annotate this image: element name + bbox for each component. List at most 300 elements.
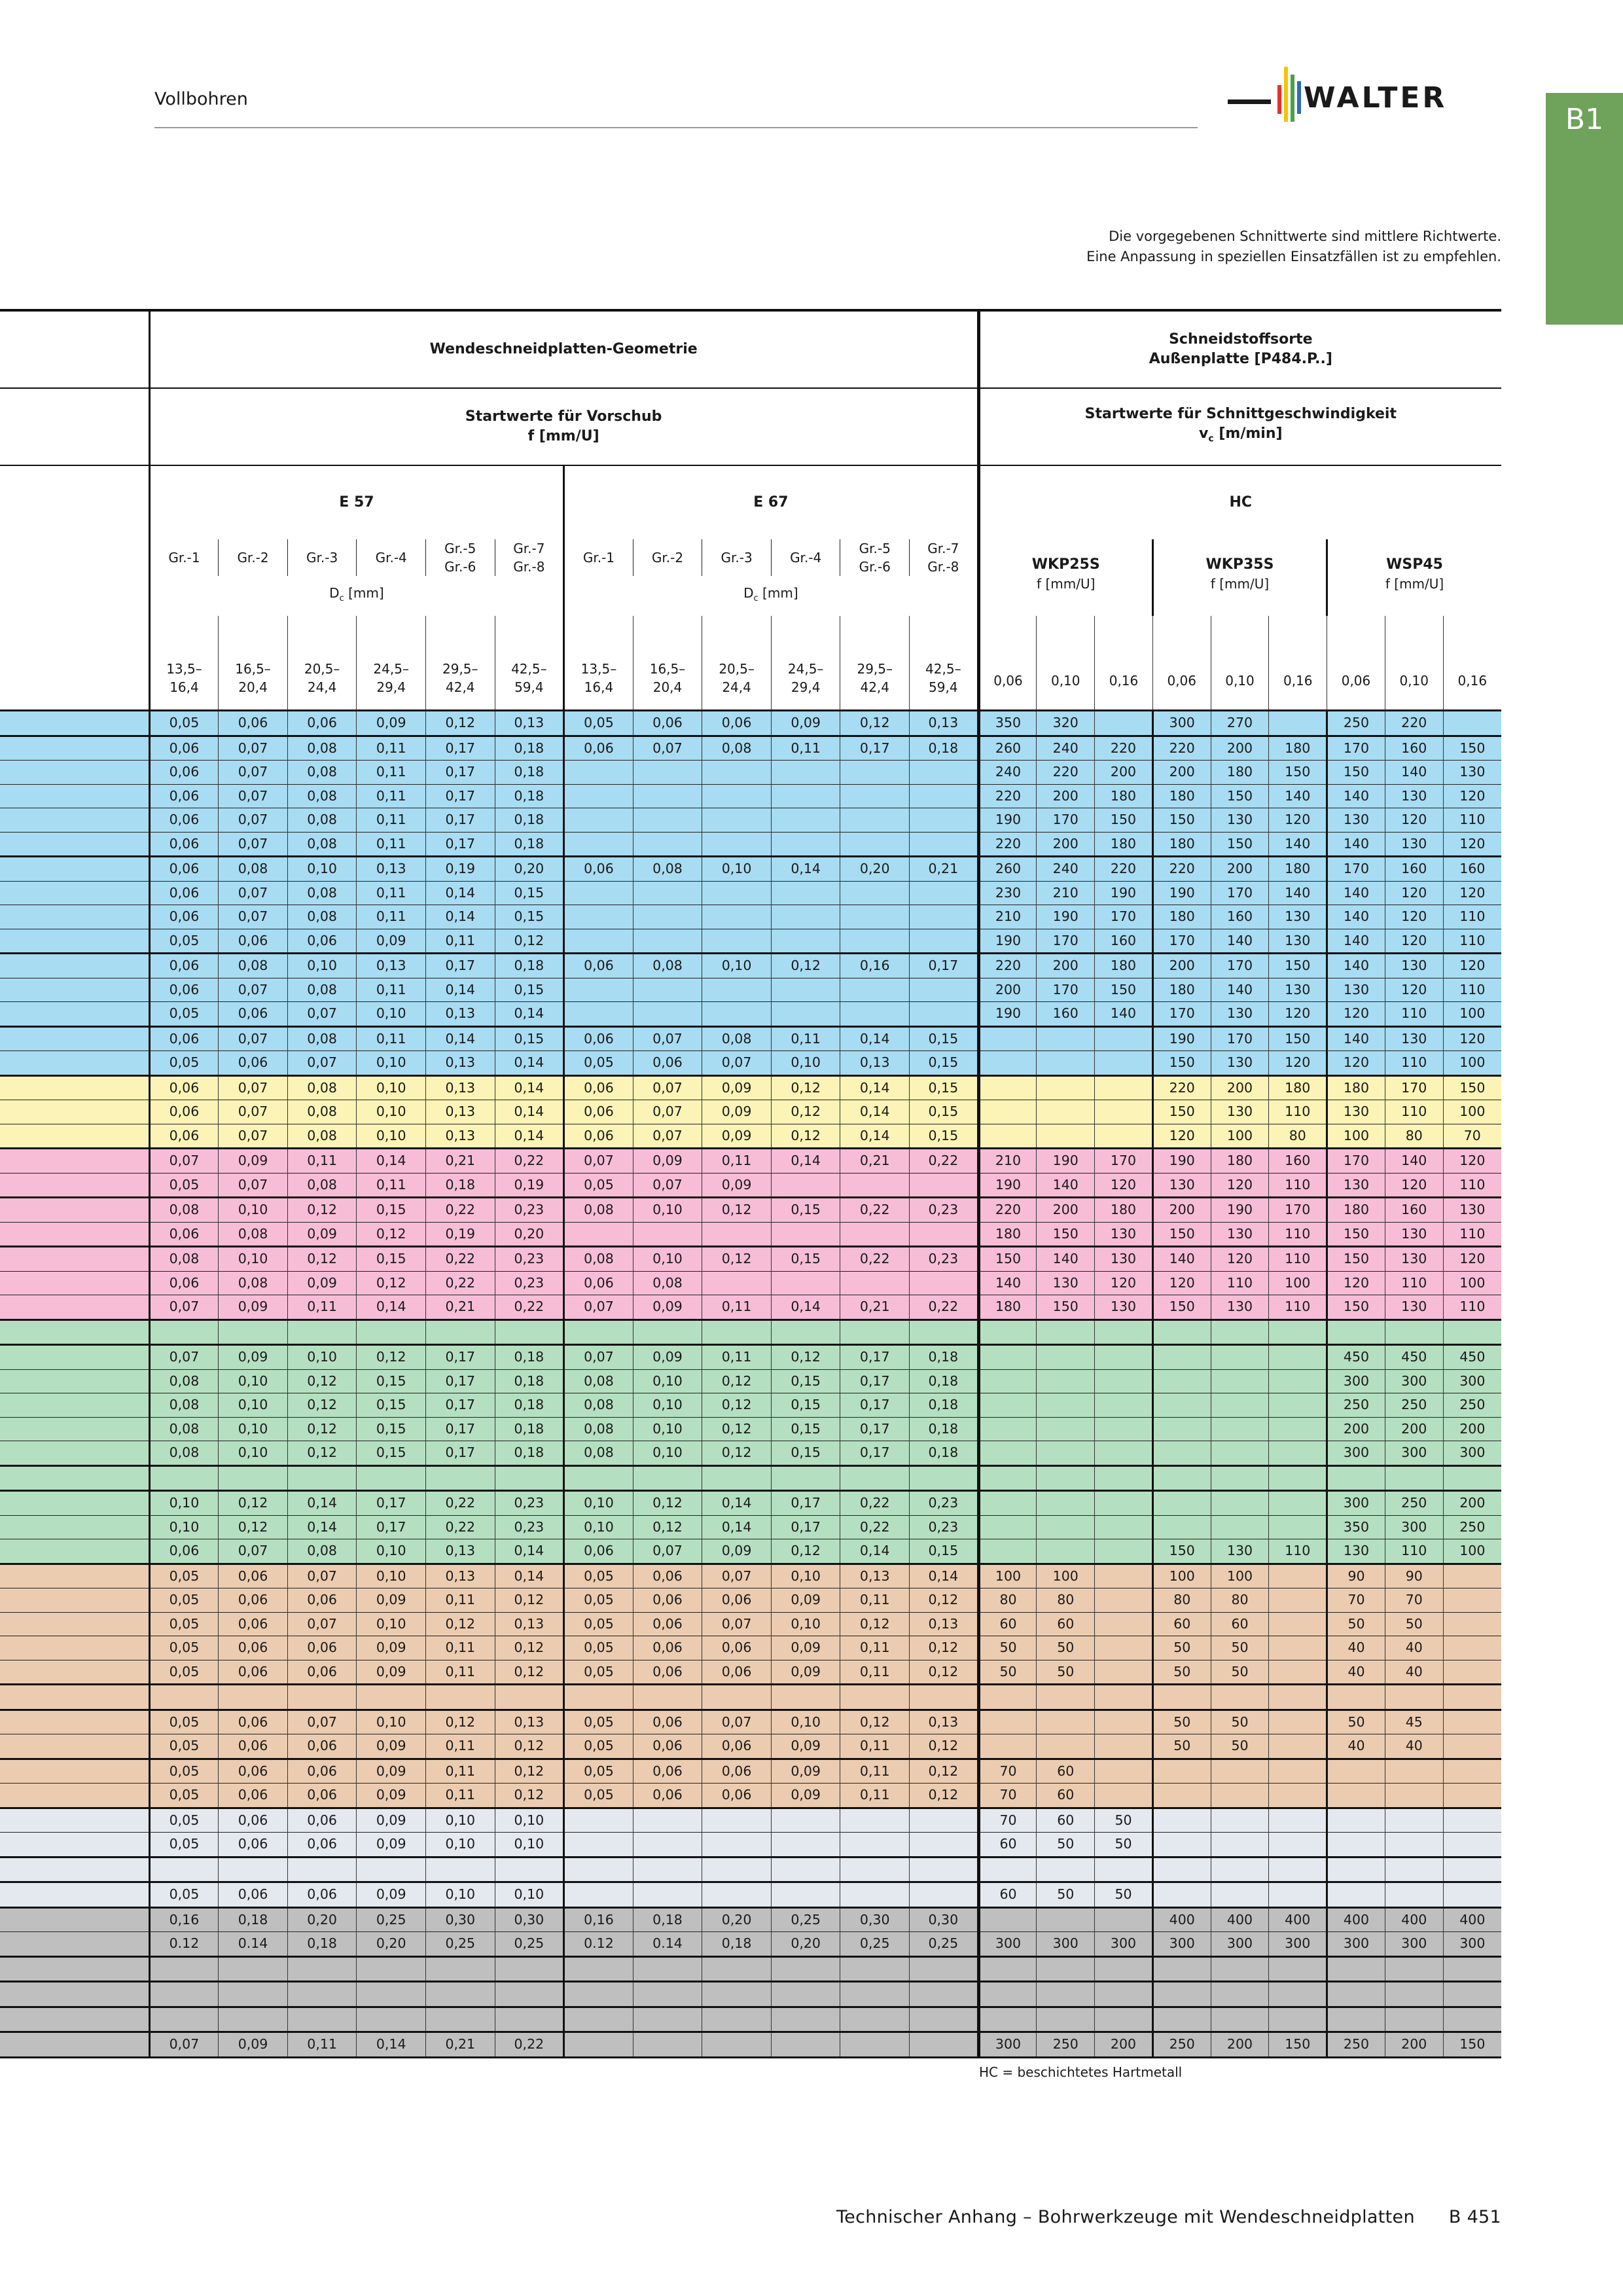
table-cell: 0,07 <box>149 1345 219 1370</box>
table-cell: 50 <box>1037 1636 1095 1660</box>
table-cell: 0,12 <box>495 929 564 954</box>
table-cell: 0,23 <box>910 1515 979 1539</box>
table-cell <box>1443 1710 1501 1734</box>
table-cell <box>633 784 702 808</box>
table-cell <box>910 1956 979 1982</box>
table-row <box>0 1784 1501 1808</box>
table-cell <box>1211 1808 1269 1833</box>
table-cell: 0.14 <box>219 1932 288 1957</box>
table-cell <box>564 832 633 857</box>
table-cell: 0,10 <box>702 857 772 882</box>
table-cell <box>357 1956 426 1982</box>
chapter-tab[interactable]: B1 <box>1546 93 1623 325</box>
table-row <box>0 1345 1501 1370</box>
table-cell <box>1037 1393 1095 1418</box>
grade-wkp35s: WKP35S f [mm/U] <box>1152 539 1327 616</box>
table-cell: 150 <box>1152 1051 1211 1076</box>
table-cell: 150 <box>1152 1539 1211 1564</box>
table-cell <box>1211 1491 1269 1516</box>
table-cell: 0,12 <box>495 1636 564 1660</box>
table-cell <box>1269 1564 1327 1588</box>
table-cell <box>1095 1612 1153 1636</box>
table-cell: 0.12 <box>149 1932 219 1957</box>
table-cell <box>910 1319 979 1345</box>
table-cell: 0,08 <box>287 905 357 929</box>
table-cell: 0,15 <box>357 1441 426 1466</box>
table-cell <box>978 1982 1037 2007</box>
row-label-cell <box>0 1100 149 1124</box>
table-cell: 400 <box>1443 1907 1501 1932</box>
row-label-cell <box>0 978 149 1002</box>
table-cell: 0,06 <box>633 711 702 736</box>
table-cell: 150 <box>1443 1075 1501 1100</box>
table-cell: 0,07 <box>149 1149 219 1174</box>
table-cell: 0,06 <box>287 1784 357 1808</box>
table-cell: 200 <box>1443 1417 1501 1441</box>
table-cell <box>1385 1685 1443 1710</box>
table-cell: 0,12 <box>840 1612 910 1636</box>
table-cell <box>1269 1319 1327 1345</box>
table-cell <box>1385 1982 1443 2007</box>
table-cell: 0,11 <box>425 1660 495 1685</box>
table-cell: 0,06 <box>287 1808 357 1833</box>
table-cell: 0,22 <box>425 1515 495 1539</box>
table-cell <box>1095 1515 1153 1539</box>
table-cell: 0,06 <box>149 784 219 808</box>
table-cell <box>1385 2007 1443 2032</box>
grade-wkp25s: WKP25S f [mm/U] <box>978 539 1152 616</box>
table-cell <box>633 1857 702 1882</box>
table-cell: 0,30 <box>425 1907 495 1932</box>
table-cell: 0,13 <box>840 1564 910 1588</box>
table-cell: 130 <box>1385 1222 1443 1247</box>
table-cell: 150 <box>1269 1026 1327 1051</box>
table-cell: 0,07 <box>219 905 288 929</box>
table-cell: 0,30 <box>495 1907 564 1932</box>
table-cell <box>1037 1956 1095 1982</box>
table-cell: 0,06 <box>564 1026 633 1051</box>
table-cell <box>633 1982 702 2007</box>
table-cell: 400 <box>1152 1907 1211 1932</box>
table-cell: 0,06 <box>219 1588 288 1613</box>
table-cell: 180 <box>1095 832 1153 857</box>
table-cell: 0,07 <box>287 1564 357 1588</box>
table-cell: 0,11 <box>357 832 426 857</box>
table-cell: 0,09 <box>219 1149 288 1174</box>
table-cell: 130 <box>1211 1051 1269 1076</box>
table-cell: 150 <box>1152 808 1211 833</box>
table-cell: 300 <box>1443 1441 1501 1466</box>
group-label: Gr.-1 <box>564 539 633 576</box>
table-row <box>0 1075 1501 1100</box>
table-cell: 0,30 <box>910 1907 979 1932</box>
table-cell: 0,18 <box>910 1441 979 1466</box>
table-cell: 0,22 <box>425 1491 495 1516</box>
table-row <box>0 2007 1501 2032</box>
table-cell <box>1211 1956 1269 1982</box>
table-cell: 250 <box>1327 711 1385 736</box>
table-cell <box>633 1685 702 1710</box>
table-cell: 0,12 <box>702 1369 772 1393</box>
table-cell: 0,17 <box>910 954 979 978</box>
table-cell <box>1095 1465 1153 1491</box>
table-cell: 0,11 <box>357 808 426 833</box>
table-cell <box>771 905 840 929</box>
table-cell: 240 <box>978 761 1037 785</box>
table-cell: 90 <box>1385 1564 1443 1588</box>
table-cell: 150 <box>1095 808 1153 833</box>
table-cell: 0,14 <box>840 1539 910 1564</box>
table-cell <box>1037 1369 1095 1393</box>
table-row <box>0 832 1501 857</box>
table-cell: 0,15 <box>771 1417 840 1441</box>
table-cell <box>564 1956 633 1982</box>
table-cell: 0,18 <box>495 1393 564 1418</box>
table-cell: 0,08 <box>149 1247 219 1272</box>
table-cell: 110 <box>1443 1173 1501 1198</box>
table-cell <box>1327 1882 1385 1908</box>
table-cell <box>702 784 772 808</box>
table-cell <box>495 1982 564 2007</box>
table-row <box>0 1759 1501 1784</box>
table-cell <box>771 832 840 857</box>
table-cell: 100 <box>1443 1100 1501 1124</box>
table-cell: 110 <box>1211 1271 1269 1295</box>
table-cell: 0,07 <box>149 1295 219 1320</box>
table-cell: 0,09 <box>633 1149 702 1174</box>
table-cell: 180 <box>1327 1198 1385 1223</box>
table-cell: 0,12 <box>495 1784 564 1808</box>
table-cell: 0,09 <box>219 2032 288 2058</box>
table-cell: 0,15 <box>771 1393 840 1418</box>
group-label: Gr.-3 <box>702 539 772 576</box>
table-cell: 0,11 <box>357 1173 426 1198</box>
table-cell: 0,13 <box>495 711 564 736</box>
table-cell <box>633 1319 702 1345</box>
table-cell: 0,12 <box>287 1247 357 1272</box>
table-cell: 0,08 <box>564 1441 633 1466</box>
row-label-cell <box>0 954 149 978</box>
walter-logo <box>1228 59 1503 131</box>
table-cell: 160 <box>1443 857 1501 882</box>
table-cell <box>1037 1417 1095 1441</box>
table-row <box>0 1564 1501 1588</box>
table-cell <box>840 1002 910 1027</box>
table-row <box>0 1882 1501 1908</box>
table-cell: 0,10 <box>633 1417 702 1441</box>
table-cell: 0,17 <box>357 1515 426 1539</box>
table-cell: 140 <box>1327 954 1385 978</box>
table-cell <box>910 1271 979 1295</box>
table-cell <box>1269 1759 1327 1784</box>
table-cell: 0,15 <box>357 1247 426 1272</box>
table-cell: 450 <box>1327 1345 1385 1370</box>
table-cell <box>425 1685 495 1710</box>
table-cell <box>1037 2007 1095 2032</box>
table-cell <box>840 1271 910 1295</box>
table-cell: 0,13 <box>425 1002 495 1027</box>
table-cell: 0,14 <box>495 1539 564 1564</box>
grade-wsp45: WSP45 f [mm/U] <box>1327 539 1501 616</box>
table-cell: 0,12 <box>287 1417 357 1441</box>
table-cell: 0,06 <box>219 929 288 954</box>
table-cell: 0,20 <box>702 1907 772 1932</box>
table-cell: 110 <box>1385 1100 1443 1124</box>
table-cell: 130 <box>1211 808 1269 833</box>
table-cell <box>910 1173 979 1198</box>
table-cell <box>910 808 979 833</box>
hc-header: HC <box>978 465 1501 539</box>
table-cell: 130 <box>1327 1539 1385 1564</box>
row-label-cell <box>0 1222 149 1247</box>
table-cell: 0,13 <box>425 1051 495 1076</box>
table-cell: 250 <box>1037 2032 1095 2058</box>
table-cell: 0,06 <box>149 808 219 833</box>
table-cell <box>633 1465 702 1491</box>
table-cell: 150 <box>1327 761 1385 785</box>
table-cell <box>1152 1759 1211 1784</box>
table-cell: 0,07 <box>287 1612 357 1636</box>
table-cell <box>1211 1417 1269 1441</box>
table-cell: 0,14 <box>495 1564 564 1588</box>
table-cell: 0,15 <box>495 881 564 905</box>
table-cell: 0,06 <box>149 761 219 785</box>
table-cell: 300 <box>1385 1932 1443 1957</box>
table-cell: 50 <box>1327 1710 1385 1734</box>
table-cell <box>771 978 840 1002</box>
table-cell <box>978 1345 1037 1370</box>
row-label-cell <box>0 1026 149 1051</box>
table-cell: 0,08 <box>564 1417 633 1441</box>
table-cell: 0,18 <box>287 1932 357 1957</box>
table-cell: 40 <box>1327 1660 1385 1685</box>
table-cell <box>910 1685 979 1710</box>
table-cell: 0,15 <box>910 1051 979 1076</box>
table-cell <box>702 1808 772 1833</box>
row-label-cell <box>0 1247 149 1272</box>
table-cell <box>910 832 979 857</box>
page-footer <box>836 2207 1501 2227</box>
table-cell <box>1095 1491 1153 1516</box>
table-cell: 130 <box>1037 1271 1095 1295</box>
table-cell: 190 <box>1095 881 1153 905</box>
table-cell <box>1327 1465 1385 1491</box>
table-cell: 50 <box>1211 1660 1269 1685</box>
table-cell: 0,13 <box>425 1100 495 1124</box>
table-cell <box>910 761 979 785</box>
table-cell: 0,12 <box>357 1222 426 1247</box>
group-label: Gr.-7 Gr.-8 <box>910 539 979 576</box>
table-cell: 0,23 <box>910 1491 979 1516</box>
table-cell <box>910 881 979 905</box>
dc-label: $D_c$ [mm] <box>149 576 563 616</box>
table-cell <box>564 1982 633 2007</box>
table-cell: 110 <box>1385 1271 1443 1295</box>
table-row <box>0 1247 1501 1272</box>
table-cell <box>1037 1685 1095 1710</box>
table-cell: 0,20 <box>495 1222 564 1247</box>
table-cell: 0,17 <box>840 1417 910 1441</box>
table-cell: 150 <box>1211 832 1269 857</box>
table-cell: 0,06 <box>287 1833 357 1857</box>
table-cell: 0,09 <box>287 1222 357 1247</box>
table-cell <box>1211 1685 1269 1710</box>
table-cell <box>564 761 633 785</box>
table-cell <box>287 1465 357 1491</box>
row-label-cell <box>0 1588 149 1613</box>
table-cell: 150 <box>1152 1295 1211 1320</box>
table-cell: 50 <box>978 1636 1037 1660</box>
table-cell: 300 <box>1327 1932 1385 1957</box>
table-cell: 50 <box>1211 1636 1269 1660</box>
table-cell: 260 <box>978 857 1037 882</box>
table-cell: 250 <box>1385 1491 1443 1516</box>
table-cell: 0,17 <box>771 1491 840 1516</box>
table-cell: 110 <box>1443 808 1501 833</box>
table-cell: 0,06 <box>219 1710 288 1734</box>
table-cell <box>1211 1784 1269 1808</box>
table-cell: 0,14 <box>425 905 495 929</box>
row-label-cell <box>0 2032 149 2058</box>
table-cell: 0,06 <box>287 1882 357 1908</box>
table-cell: 170 <box>1095 1149 1153 1174</box>
table-cell <box>1037 1441 1095 1466</box>
table-cell: 0,09 <box>357 1882 426 1908</box>
table-cell: 0,18 <box>495 761 564 785</box>
table-cell <box>702 1685 772 1710</box>
table-row <box>0 1636 1501 1660</box>
table-cell: 0,12 <box>910 1588 979 1613</box>
table-cell: 0,09 <box>357 1808 426 1833</box>
table-cell: 40 <box>1385 1636 1443 1660</box>
table-cell <box>1269 1808 1327 1833</box>
table-cell: 140 <box>1327 929 1385 954</box>
table-cell: 300 <box>1037 1932 1095 1957</box>
table-cell: 0,15 <box>357 1369 426 1393</box>
table-cell: 0,06 <box>149 1539 219 1564</box>
table-cell <box>1327 1784 1385 1808</box>
table-cell: 300 <box>1152 711 1211 736</box>
table-cell <box>840 2032 910 2058</box>
table-cell: 0,13 <box>425 1564 495 1588</box>
table-cell <box>1269 1857 1327 1882</box>
table-cell: 100 <box>1211 1124 1269 1149</box>
table-cell <box>910 784 979 808</box>
table-cell: 180 <box>978 1295 1037 1320</box>
table-cell: 0,15 <box>495 978 564 1002</box>
table-cell: 0,10 <box>287 954 357 978</box>
table-cell <box>1095 1417 1153 1441</box>
table-cell: 0,13 <box>495 1612 564 1636</box>
table-cell: 0,10 <box>219 1198 288 1223</box>
table-cell: 170 <box>1037 808 1095 833</box>
table-cell: 0,12 <box>771 1345 840 1370</box>
table-cell: 0,09 <box>633 1295 702 1320</box>
dc-range: 16,5– 20,4 <box>219 616 288 711</box>
table-cell: 0,14 <box>840 1124 910 1149</box>
table-cell: 0,08 <box>633 1271 702 1295</box>
table-cell: 0,14 <box>910 1564 979 1588</box>
table-cell: 0,23 <box>495 1491 564 1516</box>
table-cell <box>771 1465 840 1491</box>
table-cell <box>1095 2007 1153 2032</box>
table-cell: 0,07 <box>219 1075 288 1100</box>
table-cell: 0,05 <box>564 1173 633 1198</box>
table-cell: 0,12 <box>771 1075 840 1100</box>
table-cell: 60 <box>1037 1759 1095 1784</box>
table-cell: 0,14 <box>495 1100 564 1124</box>
row-label-cell <box>0 1710 149 1734</box>
table-cell: 0,14 <box>702 1515 772 1539</box>
table-cell: 0,11 <box>287 2032 357 2058</box>
table-cell <box>1152 1685 1211 1710</box>
table-cell: 240 <box>1037 736 1095 761</box>
table-cell: 0,06 <box>149 1271 219 1295</box>
table-cell: 0,08 <box>149 1393 219 1418</box>
dc-label: $D_c$ [mm] <box>564 576 978 616</box>
table-cell: 0,05 <box>149 1710 219 1734</box>
table-cell <box>910 1002 979 1027</box>
table-row <box>0 954 1501 978</box>
table-cell <box>840 1857 910 1882</box>
table-cell: 130 <box>1269 929 1327 954</box>
table-cell: 220 <box>978 784 1037 808</box>
table-cell: 0,17 <box>425 1393 495 1418</box>
table-cell: 0,15 <box>771 1247 840 1272</box>
table-cell <box>1443 1685 1501 1710</box>
table-cell: 0,06 <box>633 1660 702 1685</box>
table-cell: 0,17 <box>840 1345 910 1370</box>
row-label-cell <box>0 1660 149 1685</box>
table-cell <box>564 929 633 954</box>
table-cell <box>702 808 772 833</box>
table-cell: 140 <box>1152 1247 1211 1272</box>
table-cell <box>978 1417 1037 1441</box>
row-label-cell <box>0 1515 149 1539</box>
table-cell: 0,07 <box>702 1710 772 1734</box>
table-cell <box>978 1075 1037 1100</box>
table-cell: 0,13 <box>840 1051 910 1076</box>
table-cell: 0,14 <box>357 2032 426 2058</box>
table-cell: 0,06 <box>219 1660 288 1685</box>
table-cell: 180 <box>1269 1075 1327 1100</box>
table-cell: 130 <box>1211 1295 1269 1320</box>
table-cell: 100 <box>1443 1002 1501 1027</box>
table-cell: 40 <box>1385 1660 1443 1685</box>
table-cell: 150 <box>1327 1295 1385 1320</box>
table-cell <box>1269 2007 1327 2032</box>
table-cell <box>1443 1833 1501 1857</box>
table-row <box>0 1588 1501 1613</box>
table-cell: 0,22 <box>495 2032 564 2058</box>
table-cell: 0,22 <box>910 1295 979 1320</box>
row-label-cell <box>0 1393 149 1418</box>
table-cell: 100 <box>1269 1271 1327 1295</box>
table-cell: 300 <box>1385 1515 1443 1539</box>
table-cell: 0,10 <box>149 1491 219 1516</box>
table-cell: 0,06 <box>287 1588 357 1613</box>
row-label-cell <box>0 1956 149 1982</box>
table-cell: 0,05 <box>149 1882 219 1908</box>
table-cell: 0,07 <box>564 1345 633 1370</box>
table-cell <box>1327 1833 1385 1857</box>
table-cell: 0,18 <box>910 1417 979 1441</box>
table-cell: 0,15 <box>495 905 564 929</box>
table-cell: 60 <box>1152 1612 1211 1636</box>
table-cell <box>840 1465 910 1491</box>
table-cell <box>978 1515 1037 1539</box>
table-cell <box>1385 1808 1443 1833</box>
